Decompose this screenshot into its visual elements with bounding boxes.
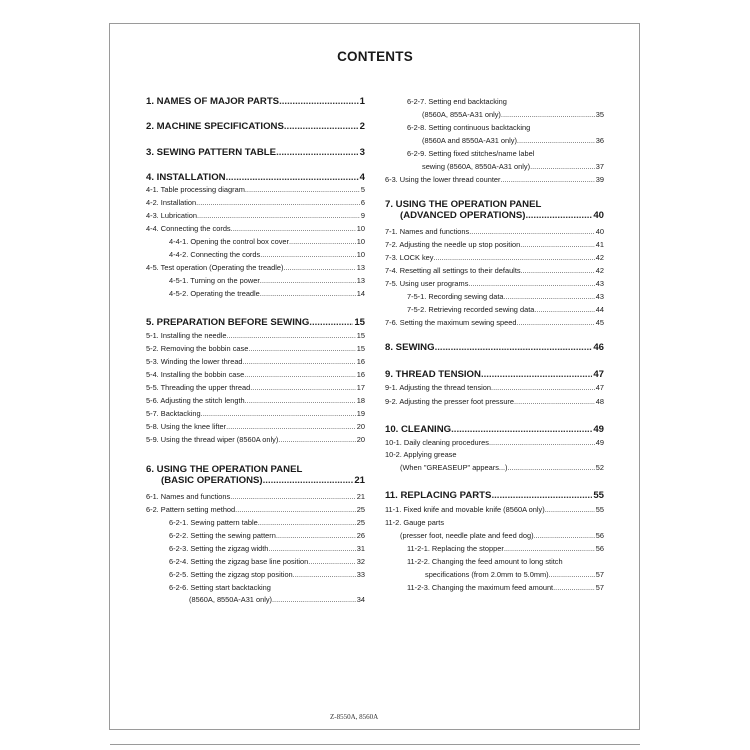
toc-page-number: 43 bbox=[595, 292, 604, 301]
toc-subsection-entry bbox=[146, 210, 365, 221]
toc-page-number: 13 bbox=[356, 263, 365, 272]
toc-page-number: 15 bbox=[354, 317, 365, 328]
toc-leader-dots bbox=[258, 517, 356, 528]
toc-section-entry bbox=[146, 121, 365, 132]
toc-entry-title: 11-2. Gauge parts bbox=[385, 518, 445, 527]
toc-entry-title: (BASIC OPERATIONS) bbox=[161, 475, 263, 486]
toc-page-number: 44 bbox=[595, 305, 604, 314]
toc-subsection-entry bbox=[146, 249, 365, 260]
toc-leader-dots bbox=[260, 249, 356, 260]
toc-page-number: 5 bbox=[360, 185, 365, 194]
toc-subsection-entry bbox=[146, 275, 365, 286]
toc-entry-title: 4-4-2. Connecting the cords bbox=[169, 250, 261, 259]
toc-leader-dots bbox=[553, 582, 595, 593]
toc-subsection-entry bbox=[146, 223, 365, 234]
toc-entry-title: 6-2. Pattern setting method bbox=[146, 505, 236, 514]
toc-page-number: 42 bbox=[595, 266, 604, 275]
toc-subsection-entry bbox=[385, 96, 604, 107]
toc-leader-dots bbox=[530, 161, 595, 172]
toc-subsection-entry bbox=[385, 543, 604, 554]
toc-page-number: 57 bbox=[595, 570, 604, 579]
toc-page-number: 39 bbox=[595, 175, 604, 184]
toc-leader-dots bbox=[308, 556, 355, 567]
toc-page-number: 16 bbox=[356, 370, 365, 379]
toc-subsection-entry bbox=[385, 148, 604, 159]
toc-subsection-entry bbox=[385, 304, 604, 315]
toc-subsection-entry bbox=[146, 369, 365, 380]
toc-leader-dots bbox=[244, 369, 356, 380]
toc-subsection-entry bbox=[385, 504, 604, 515]
toc-leader-dots bbox=[504, 291, 595, 302]
toc-page-number: 56 bbox=[595, 544, 604, 553]
toc-leader-dots bbox=[481, 369, 592, 380]
toc-page-number: 47 bbox=[593, 369, 604, 380]
toc-section-entry bbox=[385, 490, 604, 501]
toc-leader-dots bbox=[196, 197, 360, 208]
toc-page-number: 13 bbox=[356, 276, 365, 285]
toc-leader-dots bbox=[226, 421, 356, 432]
toc-leader-dots bbox=[545, 504, 595, 515]
toc-entry-title: 5-3. Winding the lower thread bbox=[146, 357, 243, 366]
toc-subsection-entry bbox=[385, 122, 604, 133]
toc-entry-title: 6-2-6. Setting start backtacking bbox=[169, 583, 271, 592]
toc-leader-dots bbox=[197, 210, 360, 221]
toc-leader-dots bbox=[276, 530, 356, 541]
toc-page-number: 52 bbox=[595, 463, 604, 472]
toc-entry-title: (8560A, 8550A-A31 only) bbox=[189, 595, 272, 604]
toc-subsection-entry bbox=[385, 382, 604, 393]
toc-page-number: 1 bbox=[359, 96, 365, 107]
toc-entry-title: specifications (from 2.0mm to 5.0mm) bbox=[425, 570, 549, 579]
toc-entry-title: 7. USING THE OPERATION PANEL bbox=[385, 199, 542, 210]
toc-page-number: 43 bbox=[595, 279, 604, 288]
toc-section-entry bbox=[146, 147, 365, 158]
toc-leader-dots bbox=[276, 147, 359, 158]
toc-entry-title: 4-4. Connecting the cords bbox=[146, 224, 231, 233]
toc-page-number: 15 bbox=[356, 331, 365, 340]
toc-leader-dots bbox=[231, 223, 356, 234]
toc-subsection-entry bbox=[385, 530, 604, 541]
toc-section-entry bbox=[146, 96, 365, 107]
toc-subsection-entry bbox=[146, 556, 365, 567]
toc-subsection-entry bbox=[385, 109, 604, 120]
toc-entry-title: (8560A and 8550A-A31 only) bbox=[422, 136, 517, 145]
toc-leader-dots bbox=[514, 396, 595, 407]
toc-entry-title: 4-5-2. Operating the treadle bbox=[169, 289, 260, 298]
toc-entry-title: 6-3. Using the lower thread counter bbox=[385, 175, 501, 184]
toc-leader-dots bbox=[517, 135, 595, 146]
toc-page-number: 21 bbox=[356, 492, 365, 501]
toc-page-number: 6 bbox=[360, 198, 365, 207]
toc-leader-dots bbox=[272, 594, 356, 605]
toc-leader-dots bbox=[226, 172, 359, 183]
toc-entry-title: 11-2-3. Changing the maximum feed amount bbox=[407, 583, 554, 592]
toc-subsection-entry bbox=[385, 252, 604, 263]
toc-page-number: 49 bbox=[593, 424, 604, 435]
toc-page-number: 32 bbox=[356, 557, 365, 566]
toc-page-number: 4 bbox=[359, 172, 365, 183]
toc-entry-title: 10. CLEANING bbox=[385, 424, 452, 435]
toc-entry-title: 7-5-1. Recording sewing data bbox=[407, 292, 504, 301]
toc-page-number: 56 bbox=[595, 531, 604, 540]
toc-page-number: 18 bbox=[356, 396, 365, 405]
toc-leader-dots bbox=[469, 226, 595, 237]
toc-page-number: 47 bbox=[595, 383, 604, 392]
toc-entry-title: 4-4-1. Opening the control box cover bbox=[169, 237, 289, 246]
toc-page-number: 33 bbox=[356, 570, 365, 579]
toc-entry-title: 6-2-3. Setting the zigzag width bbox=[169, 544, 269, 553]
toc-entry-title: (8560A, 855A-A31 only) bbox=[422, 110, 501, 119]
toc-entry-title: 9-2. Adjusting the presser foot pressure bbox=[385, 397, 514, 406]
toc-entry-title: 5-8. Using the knee lifter bbox=[146, 422, 227, 431]
toc-entry-title: 5-6. Adjusting the stitch length bbox=[146, 396, 245, 405]
toc-subsection-entry bbox=[385, 556, 604, 567]
toc-leader-dots bbox=[263, 475, 354, 486]
toc-section-entry bbox=[146, 317, 365, 328]
toc-leader-dots bbox=[468, 278, 594, 289]
toc-page-number: 9 bbox=[360, 211, 365, 220]
toc-leader-dots bbox=[520, 239, 595, 250]
toc-leader-dots bbox=[491, 490, 592, 501]
toc-subsection-entry bbox=[385, 449, 604, 460]
toc-leader-dots bbox=[500, 174, 594, 185]
toc-entry-title: 4-1. Table processing diagram bbox=[146, 185, 245, 194]
toc-page-number: 20 bbox=[356, 422, 365, 431]
toc-page-number: 40 bbox=[595, 227, 604, 236]
toc-subsection-entry bbox=[385, 291, 604, 302]
toc-subsection-entry bbox=[146, 421, 365, 432]
toc-entry-title: 6-2-1. Sewing pattern table bbox=[169, 518, 258, 527]
toc-subsection-entry bbox=[385, 396, 604, 407]
toc-leader-dots bbox=[260, 288, 356, 299]
toc-leader-dots bbox=[549, 569, 595, 580]
toc-page-number: 42 bbox=[595, 253, 604, 262]
toc-entry-title: sewing (8560A, 8550A-A31 only) bbox=[422, 162, 531, 171]
toc-page-number: 10 bbox=[356, 237, 365, 246]
toc-entry-title: 5. PREPARATION BEFORE SEWING bbox=[146, 317, 310, 328]
toc-entry-title: 6-2-9. Setting fixed stitches/name label bbox=[407, 149, 535, 158]
toc-subsection-entry bbox=[385, 161, 604, 172]
toc-page-number: 15 bbox=[356, 344, 365, 353]
toc-section-entry bbox=[146, 475, 365, 486]
toc-section-entry bbox=[385, 199, 604, 210]
toc-subsection-entry bbox=[146, 517, 365, 528]
toc-leader-dots bbox=[245, 395, 356, 406]
toc-page-number: 40 bbox=[593, 210, 604, 221]
toc-leader-dots bbox=[501, 109, 595, 120]
toc-page-number: 46 bbox=[593, 342, 604, 353]
toc-page-number: 35 bbox=[595, 110, 604, 119]
toc-leader-dots bbox=[227, 330, 356, 341]
toc-leader-dots bbox=[534, 530, 595, 541]
toc-subsection-entry bbox=[385, 569, 604, 580]
toc-subsection-entry bbox=[385, 174, 604, 185]
toc-leader-dots bbox=[433, 252, 594, 263]
toc-leader-dots bbox=[435, 342, 593, 353]
toc-subsection-entry bbox=[146, 582, 365, 593]
bottom-divider bbox=[110, 744, 640, 745]
toc-entry-title: 11. REPLACING PARTS bbox=[385, 490, 492, 501]
toc-entry-title: 5-1. Installing the needle bbox=[146, 331, 227, 340]
toc-subsection-entry bbox=[146, 530, 365, 541]
toc-entry-title: 10-2. Applying grease bbox=[385, 450, 457, 459]
toc-section-entry bbox=[385, 369, 604, 380]
toc-subsection-entry bbox=[385, 135, 604, 146]
toc-entry-title: 5-9. Using the thread wiper (8560A only) bbox=[146, 435, 279, 444]
toc-subsection-entry bbox=[385, 582, 604, 593]
toc-entry-title: 10-1. Daily cleaning procedures bbox=[385, 438, 489, 447]
toc-entry-title: 3. SEWING PATTERN TABLE bbox=[146, 147, 277, 158]
toc-page-number: 3 bbox=[359, 147, 365, 158]
toc-entry-title: 7-5. Using user programs bbox=[385, 279, 469, 288]
toc-entry-title: 6-2-7. Setting end backtacking bbox=[407, 97, 507, 106]
toc-subsection-entry bbox=[146, 330, 365, 341]
toc-subsection-entry bbox=[146, 262, 365, 273]
toc-subsection-entry bbox=[146, 504, 365, 515]
toc-leader-dots bbox=[245, 184, 360, 195]
toc-entry-title: (ADVANCED OPERATIONS) bbox=[400, 210, 526, 221]
toc-leader-dots bbox=[284, 262, 356, 273]
toc-section-entry bbox=[385, 210, 604, 221]
toc-page-number: 34 bbox=[356, 595, 365, 604]
toc-page-number: 57 bbox=[595, 583, 604, 592]
toc-leader-dots bbox=[250, 382, 356, 393]
toc-entry-title: 6-2-8. Setting continuous backtacking bbox=[407, 123, 531, 132]
toc-page-number: 25 bbox=[356, 518, 365, 527]
toc-section-entry bbox=[146, 172, 365, 183]
toc-entry-title: 6. USING THE OPERATION PANEL bbox=[146, 464, 303, 475]
toc-subsection-entry bbox=[146, 434, 365, 445]
toc-leader-dots bbox=[243, 356, 356, 367]
toc-subsection-entry bbox=[146, 594, 365, 605]
toc-leader-dots bbox=[293, 569, 356, 580]
toc-subsection-entry bbox=[385, 517, 604, 528]
toc-subsection-entry bbox=[146, 288, 365, 299]
model-footer: Z-8550A, 8560A bbox=[330, 713, 379, 721]
toc-subsection-entry bbox=[146, 491, 365, 502]
toc-subsection-entry bbox=[146, 343, 365, 354]
toc-entry-title: 6-2-4. Setting the zigzag base line position bbox=[169, 557, 309, 566]
toc-entry-title: 5-5. Threading the upper thread bbox=[146, 383, 251, 392]
toc-entry-title: 4. INSTALLATION bbox=[146, 172, 226, 183]
toc-entry-title: 6-1. Names and functions bbox=[146, 492, 231, 501]
toc-entry-title: 8. SEWING bbox=[385, 342, 435, 353]
toc-leader-dots bbox=[491, 382, 595, 393]
toc-subsection-entry bbox=[146, 382, 365, 393]
toc-leader-dots bbox=[489, 437, 595, 448]
toc-page-number: 2 bbox=[359, 121, 365, 132]
toc-subsection-entry bbox=[146, 395, 365, 406]
toc-subsection-entry bbox=[385, 226, 604, 237]
toc-subsection-entry bbox=[146, 236, 365, 247]
toc-entry-title: 1. NAMES OF MAJOR PARTS bbox=[146, 96, 280, 107]
toc-entry-title: 6-2-2. Setting the sewing pattern bbox=[169, 531, 276, 540]
toc-entry-title: 5-7. Backtacking bbox=[146, 409, 201, 418]
toc-subsection-entry bbox=[146, 356, 365, 367]
toc-entry-title: (presser foot, needle plate and feed dog) bbox=[400, 531, 534, 540]
toc-subsection-entry bbox=[146, 408, 365, 419]
toc-section-entry bbox=[385, 424, 604, 435]
toc-leader-dots bbox=[284, 121, 359, 132]
toc-entry-title: 7-5-2. Retrieving recorded sewing data bbox=[407, 305, 535, 314]
toc-page-number: 26 bbox=[356, 531, 365, 540]
toc-subsection-entry bbox=[385, 265, 604, 276]
toc-section-entry bbox=[146, 464, 365, 475]
toc-entry-title: 7-4. Resetting all settings to their defaults bbox=[385, 266, 521, 275]
toc-page-number: 19 bbox=[356, 409, 365, 418]
toc-page-number: 16 bbox=[356, 357, 365, 366]
toc-leader-dots bbox=[504, 543, 595, 554]
toc-entry-title: 11-2-2. Changing the feed amount to long stitch bbox=[407, 557, 563, 566]
toc-leader-dots bbox=[248, 343, 355, 354]
toc-leader-dots bbox=[278, 434, 355, 445]
toc-leader-dots bbox=[534, 304, 594, 315]
page-title: CONTENTS bbox=[337, 49, 413, 64]
toc-page-number: 49 bbox=[595, 438, 604, 447]
toc-entry-title: 11-1. Fixed knife and movable knife (8560A only) bbox=[385, 505, 545, 514]
toc-entry-title: 6-2-5. Setting the zigzag stop position bbox=[169, 570, 293, 579]
toc-entry-title: 4-5. Test operation (Operating the treadle) bbox=[146, 263, 284, 272]
toc-page-number: 25 bbox=[356, 505, 365, 514]
toc-entry-title: 4-5-1. Turning on the power bbox=[169, 276, 260, 285]
toc-page-number: 14 bbox=[356, 289, 365, 298]
toc-page-number: 36 bbox=[595, 136, 604, 145]
toc-leader-dots bbox=[521, 265, 595, 276]
toc-subsection-entry bbox=[385, 437, 604, 448]
toc-leader-dots bbox=[230, 491, 356, 502]
toc-subsection-entry bbox=[146, 569, 365, 580]
toc-entry-title: (When "GREASEUP" appears...) bbox=[400, 463, 508, 472]
toc-subsection-entry bbox=[385, 278, 604, 289]
toc-page-number: 10 bbox=[356, 250, 365, 259]
toc-subsection-entry bbox=[385, 462, 604, 473]
toc-page-number: 48 bbox=[595, 397, 604, 406]
toc-page-number: 41 bbox=[595, 240, 604, 249]
toc-page-number: 55 bbox=[595, 505, 604, 514]
toc-entry-title: 7-2. Adjusting the needle up stop position bbox=[385, 240, 521, 249]
toc-entry-title: 7-3. LOCK key bbox=[385, 253, 434, 262]
toc-page-number: 17 bbox=[356, 383, 365, 392]
toc-subsection-entry bbox=[146, 543, 365, 554]
toc-leader-dots bbox=[268, 543, 355, 554]
toc-entry-title: 7-6. Setting the maximum sewing speed bbox=[385, 318, 517, 327]
toc-entry-title: 4-3. Lubrication bbox=[146, 211, 197, 220]
toc-section-entry bbox=[385, 342, 604, 353]
toc-subsection-entry bbox=[146, 184, 365, 195]
toc-subsection-entry bbox=[385, 317, 604, 328]
toc-leader-dots bbox=[279, 96, 359, 107]
toc-entry-title: 4-2. Installation bbox=[146, 198, 197, 207]
toc-page-number: 20 bbox=[356, 435, 365, 444]
toc-entry-title: 9-1. Adjusting the thread tension bbox=[385, 383, 492, 392]
toc-entry-title: 9. THREAD TENSION bbox=[385, 369, 481, 380]
toc-page-number: 55 bbox=[593, 490, 604, 501]
toc-leader-dots bbox=[235, 504, 356, 515]
toc-page-number: 10 bbox=[356, 224, 365, 233]
toc-entry-title: 2. MACHINE SPECIFICATIONS bbox=[146, 121, 284, 132]
toc-subsection-entry bbox=[146, 197, 365, 208]
toc-leader-dots bbox=[201, 408, 356, 419]
toc-leader-dots bbox=[289, 236, 356, 247]
toc-leader-dots bbox=[516, 317, 594, 328]
toc-leader-dots bbox=[451, 424, 592, 435]
toc-entry-title: 5-4. Installing the bobbin case bbox=[146, 370, 245, 379]
toc-subsection-entry bbox=[385, 239, 604, 250]
toc-leader-dots bbox=[309, 317, 353, 328]
toc-page-number: 45 bbox=[595, 318, 604, 327]
toc-entry-title: 7-1. Names and functions bbox=[385, 227, 470, 236]
toc-leader-dots bbox=[508, 462, 595, 473]
toc-leader-dots bbox=[525, 210, 592, 221]
toc-page-number: 37 bbox=[595, 162, 604, 171]
toc-page-number: 31 bbox=[356, 544, 365, 553]
toc-page-number: 21 bbox=[354, 475, 365, 486]
toc-leader-dots bbox=[260, 275, 356, 286]
toc-entry-title: 11-2-1. Replacing the stopper bbox=[407, 544, 504, 553]
toc-entry-title: 5-2. Removing the bobbin case bbox=[146, 344, 249, 353]
